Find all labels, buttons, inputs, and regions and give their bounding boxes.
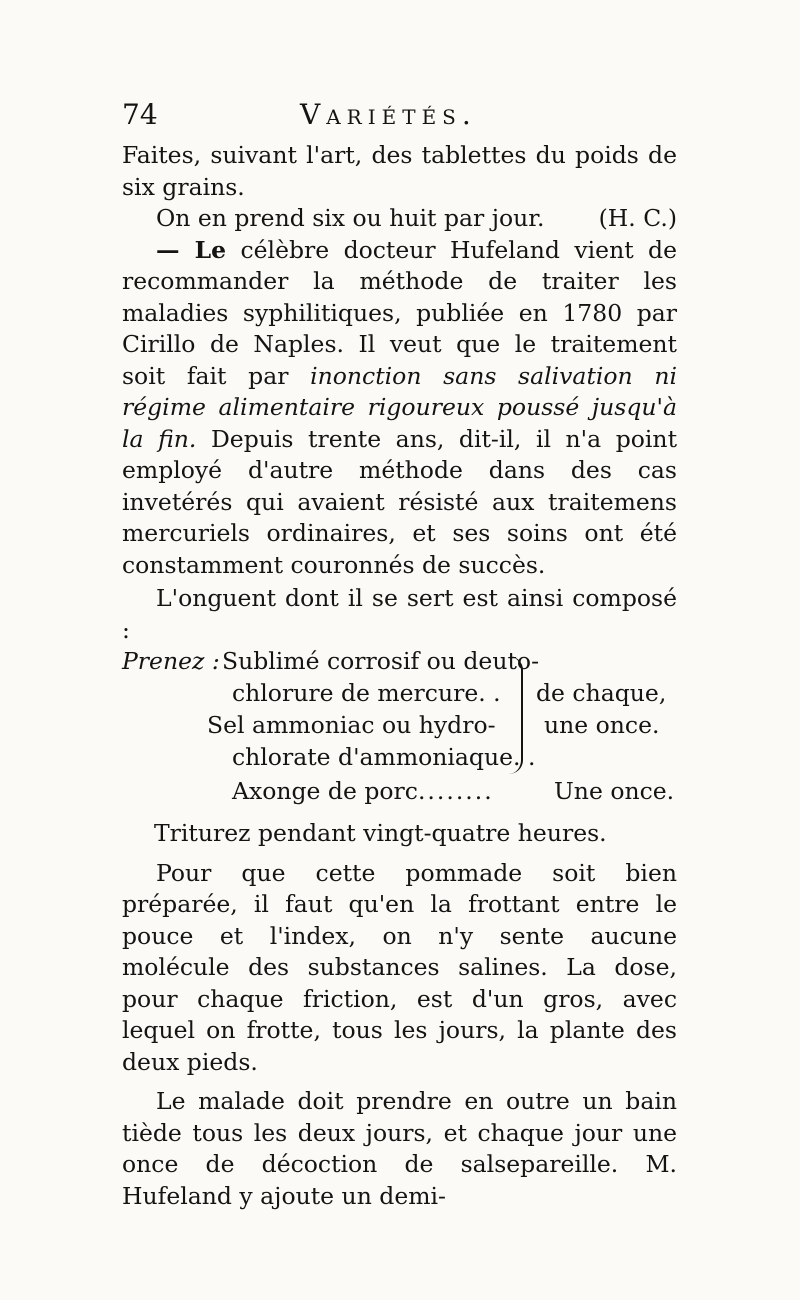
recipe xyxy=(122,646,677,818)
paragraph-1 xyxy=(122,140,677,203)
paragraph-3-text-a: célèbre docteur Hufeland vient de recommander la méthode de traiter les maladies syphilitiques, publiée en 1780 par Cirillo de Naples. Il veut que le traitement soit fait par xyxy=(122,235,678,390)
paragraph-3 xyxy=(122,235,677,582)
paragraph-3-text-b: Depuis trente ans, dit-il, il n'a point employé d'autre méthode dans des cas invetérés qui avaient résisté aux traitemens mercuriels ordinaires, et ses soins ont été constamment couronnés de succès. xyxy=(122,424,678,579)
body-text xyxy=(122,140,677,1212)
paragraph-3-italic: inonction sans salivation ni régime alimentaire rigoureux poussé jusqu'à la fin. xyxy=(122,361,677,453)
ingredient-1-line-1: Sublimé corrosif ou deuto- xyxy=(222,647,540,675)
recipe-brace xyxy=(507,656,523,774)
ingredient-3-dots: ........ xyxy=(417,777,494,805)
paragraph-6 xyxy=(122,858,677,1079)
paragraph-4-text: L'onguent dont il se sert est ainsi composé : xyxy=(122,584,677,644)
page-header xyxy=(122,98,682,134)
source-reference: (H. C.) xyxy=(598,204,677,232)
ingredient-3-name: Axonge de porc xyxy=(232,777,418,805)
paragraph-1-text: Faites, suivant l'art, des tablettes du poids de six grains. xyxy=(122,141,677,201)
ingredient-1-line-2: chlorure de mercure. . xyxy=(232,679,501,707)
quantity-one-ounce: une once. xyxy=(544,711,660,739)
paragraph-7 xyxy=(122,1086,677,1212)
paragraph-5 xyxy=(122,818,677,850)
paragraph-5-text: Triturez pendant vingt-quatre heures. xyxy=(154,819,607,847)
ingredient-2-line-2: chlorate d'ammoniaque. . xyxy=(232,743,536,771)
ingredient-2-line-1: Sel ammoniac ou hydro- xyxy=(207,711,496,739)
page-number: 74 xyxy=(122,98,158,131)
paragraph-6-text: Pour que cette pommade soit bien préparée, il faut qu'en la frottant entre le pouce et l'index, on n'y sente aucune molécule des substances salines. La dose, pour chaque friction, est d'un gros, avec lequel on frotte, tous les jours, la plante des deux pieds. xyxy=(122,858,677,1076)
paragraph-2-text: On en prend six ou huit par jour. xyxy=(156,204,545,232)
quantity-each: de chaque, xyxy=(536,679,667,707)
ingredient-3-quantity: Une once. xyxy=(554,777,675,805)
paragraph-7-text: Le malade doit prendre en outre un bain tiède tous les deux jours, et chaque jour une once de décoction de salsepareille. M. Hufeland y ajoute un demi- xyxy=(122,1087,677,1210)
recipe-prenez: Prenez : xyxy=(122,647,220,675)
paragraph-3-lead: — Le xyxy=(156,235,227,264)
running-title: Variétés. xyxy=(300,98,477,131)
ingredient-3 xyxy=(232,776,494,808)
paragraph-4 xyxy=(122,583,677,646)
paragraph-2 xyxy=(122,203,677,235)
